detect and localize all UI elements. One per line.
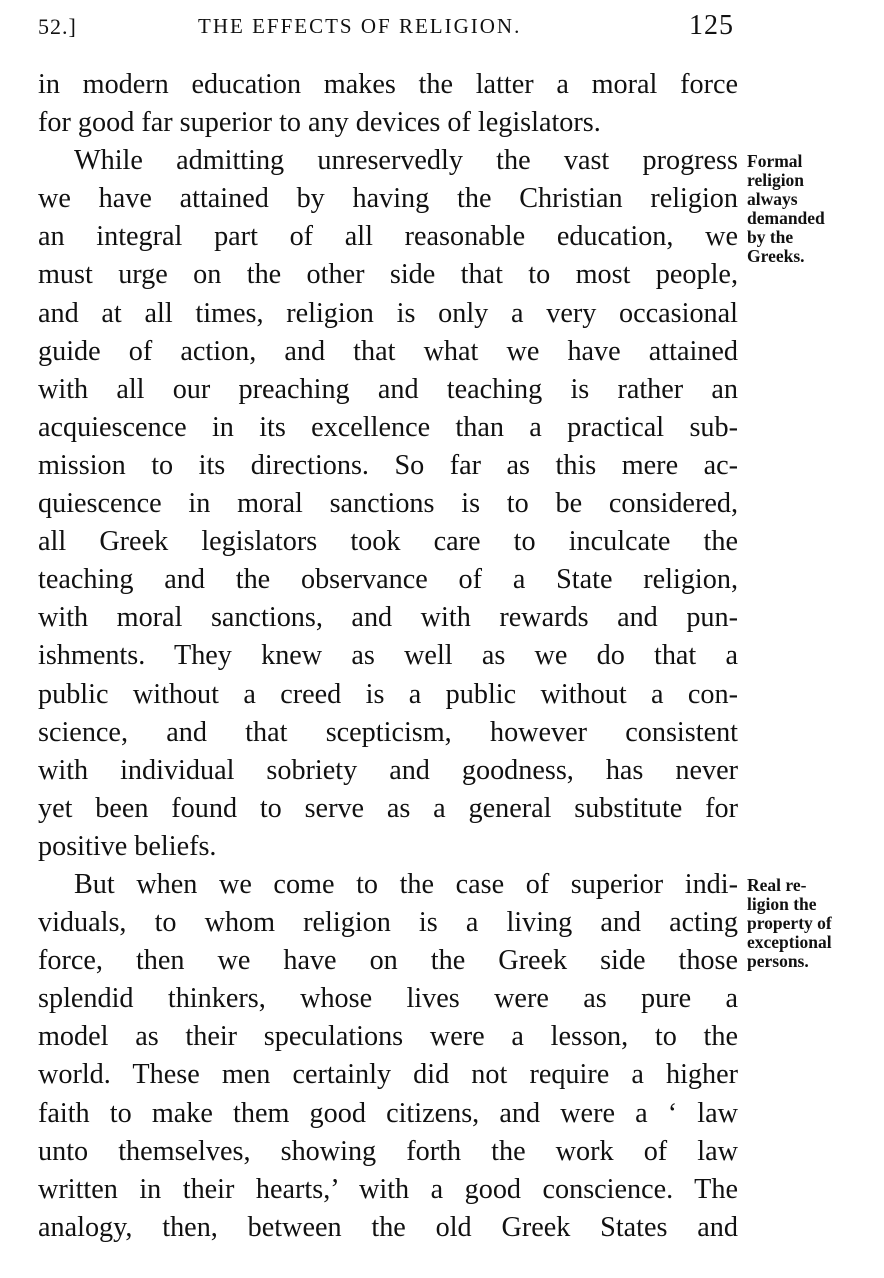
text-line: guide of action, and that what we have attained [38, 335, 738, 367]
text-line: faith to make them good citizens, and were a ‘ law [38, 1097, 738, 1129]
margin-note-line: Greeks. [747, 246, 805, 266]
text-line: world. These men certainly did not require a higher [38, 1059, 738, 1091]
text-line: written in their hearts,’ with a good conscience. The [38, 1173, 738, 1205]
text-line: with all our preaching and teaching is rather an [38, 373, 738, 405]
margin-note-line: Formal [747, 151, 803, 171]
margin-note-formal-religion [747, 152, 877, 266]
margin-note-line: demanded [747, 208, 825, 228]
text-line: ishments. They knew as well as we do that a [38, 640, 738, 672]
text-line: teaching and the observance of a State religion, [38, 564, 738, 596]
text-line: quiescence in moral sanctions is to be considered, [38, 488, 738, 520]
margin-note-line: by the [747, 227, 794, 247]
running-head [38, 8, 738, 48]
page-number: 125 [689, 10, 734, 41]
text-line: yet been found to serve as a general substitute for [38, 792, 738, 824]
text-line: positive beliefs. [38, 830, 217, 862]
text-line: unto themselves, showing forth the work of law [38, 1135, 738, 1167]
section-number: 52.] [38, 14, 77, 39]
margin-note-line: Real re- [747, 875, 807, 895]
running-title: THE EFFECTS OF RELIGION. [198, 14, 522, 38]
text-line: all Greek legislators took care to inculcate the [38, 526, 738, 558]
body-text [38, 66, 738, 1247]
text-line: we have attained by having the Christian religion [38, 183, 738, 215]
margin-note-line: religion [747, 170, 805, 190]
text-line: an integral part of all reasonable education, we [38, 221, 738, 253]
text-line: model as their speculations were a lesson, to the [38, 1021, 738, 1053]
margin-note-line: always [747, 189, 798, 209]
text-line: with individual sobriety and goodness, has never [38, 754, 738, 786]
margin-note-line: exceptional [747, 932, 832, 952]
text-line: must urge on the other side that to most people, [38, 259, 738, 291]
text-line: public without a creed is a public without a con- [38, 678, 738, 710]
text-line: splendid thinkers, whose lives were as pure a [38, 983, 738, 1015]
margin-note-real-religion [747, 876, 877, 971]
text-line: for good far superior to any devices of legislators. [38, 107, 601, 139]
text-line: viduals, to whom religion is a living and acting [38, 907, 738, 939]
margin-note-line: persons. [747, 951, 809, 971]
text-line: science, and that scepticism, however consistent [38, 716, 738, 748]
margin-note-line: ligion the [747, 894, 817, 914]
text-line: mission to its directions. So far as this mere ac- [38, 449, 738, 481]
text-line: acquiescence in its excellence than a practical sub- [38, 411, 738, 443]
text-line: While admitting unreservedly the vast progress [74, 145, 738, 177]
text-line: with moral sanctions, and with rewards and pun- [38, 602, 738, 634]
text-line: analogy, then, between the old Greek States and [38, 1211, 738, 1243]
margin-note-line: property of [747, 913, 832, 933]
text-line: force, then we have on the Greek side those [38, 945, 738, 977]
text-line: in modern education makes the latter a moral force [38, 69, 738, 100]
text-line: But when we come to the case of superior indi- [74, 868, 738, 900]
text-line: and at all times, religion is only a very occasional [38, 297, 738, 329]
